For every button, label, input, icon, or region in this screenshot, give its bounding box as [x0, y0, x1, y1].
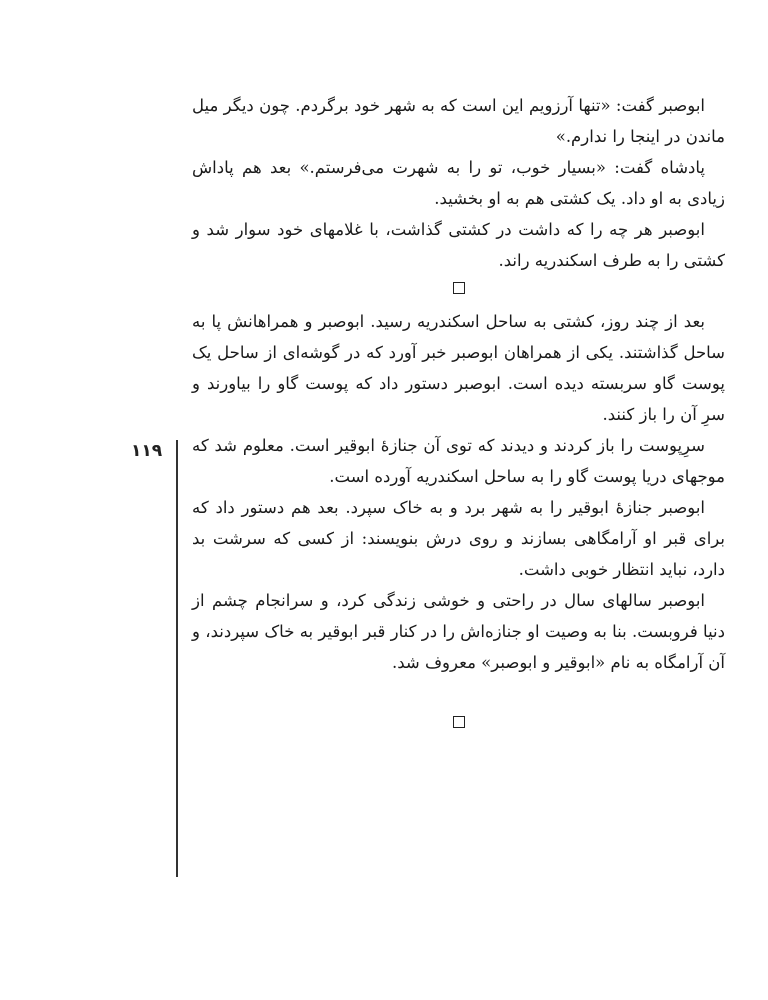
paragraph: ابوصبر گفت: «تنها آرزویم این است که به شهر خود برگردم. چون دیگر میل ماندن در اینجا را ندارم.»: [192, 96, 725, 146]
paragraph: بعد از چند روز، کشتی به ساحل اسکندریه رسید. ابوصبر و همراهانش پا به ساحل گذاشتند. یکی از همراهان ابوصبر خبر آورد که در گوشه‌ای از ساحل یک پوست گاو سربسته دیده است. ابوصبر دستور داد که پوست گاو را بیاورند و سرِ آن را باز کنند.: [192, 312, 725, 424]
paragraph: پادشاه گفت: «بسیار خوب، تو را به شهرت می‌فرستم.» بعد هم پاداش زیادی به او داد. یک کشتی هم به او بخشید.: [192, 158, 725, 208]
page-body: [192, 90, 725, 734]
paragraph: ابوصبر هر چه را که داشت در کشتی گذاشت، با غلامهای خود سوار شد و کشتی را به طرف اسکندریه راند.: [192, 220, 725, 270]
paragraph: ابوصبر جنازهٔ ابوقیر را به شهر برد و به خاک سپرد. بعد هم دستور داد که برای قبر او آرامگاهی بسازند و روی درش بنویسند: از کسی که سرشت بد دارد، نباید انتظار خوبی داشت.: [192, 498, 725, 579]
paragraph: سرِپوست را باز کردند و دیدند که توی آن جنازهٔ ابوقیر است. معلوم شد که موجهای دریا پوست گاو را به ساحل اسکندریه آورده است.: [192, 436, 725, 486]
section-break-square: [453, 282, 465, 294]
paragraph: ابوصبر سالهای سال در راحتی و خوشی زندگی کرد، و سرانجام چشم از دنیا فروبست. بنا به وصیت او جنازه‌اش را در کنار قبر ابوقیر به خاک سپردند، و آن آرامگاه به نام «ابوقیر و ابوصبر» معروف شد.: [192, 591, 725, 672]
end-mark-square: [453, 716, 465, 728]
margin-rule: [176, 440, 178, 877]
page-number: ۱۱۹: [131, 441, 163, 461]
